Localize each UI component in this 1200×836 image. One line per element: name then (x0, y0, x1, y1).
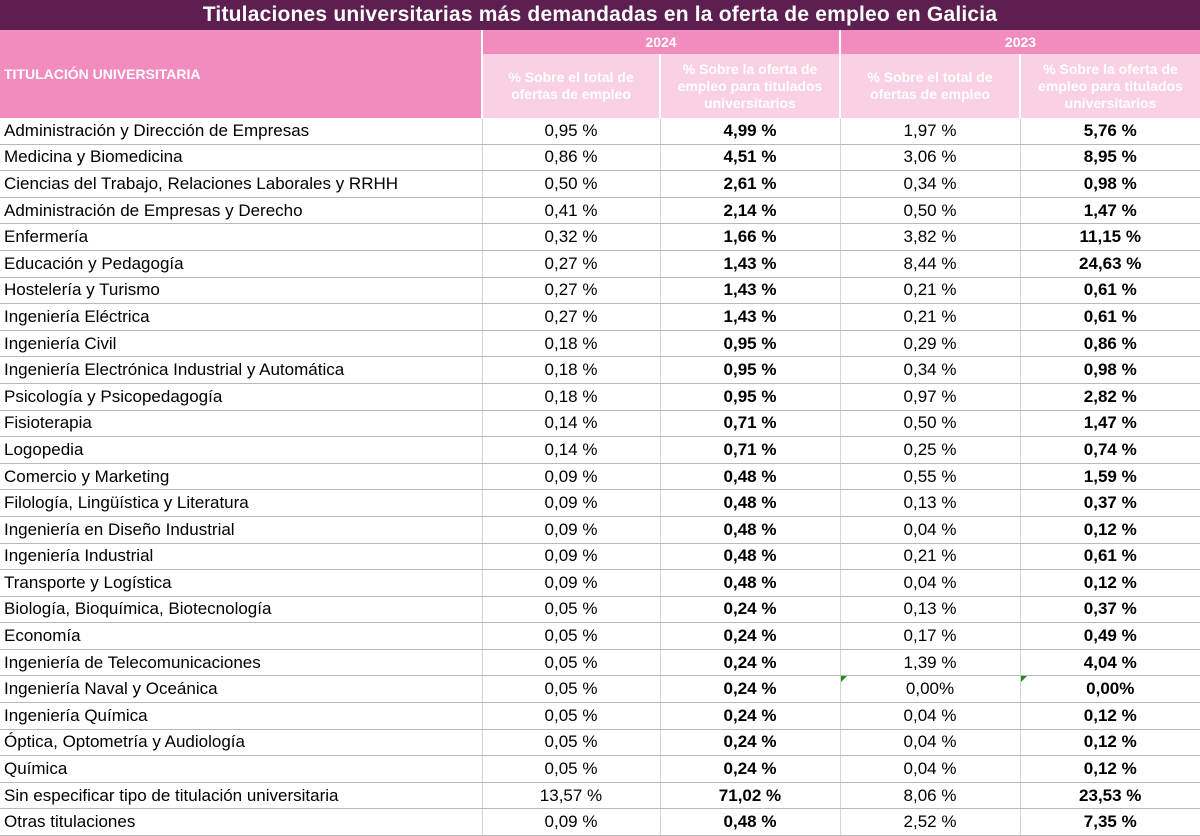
university-2024-cell: 4,51 % (660, 144, 840, 171)
university-2023-cell: 0,12 % (1020, 756, 1200, 783)
degree-name: Ingeniería Electrónica Industrial y Automática (0, 357, 482, 384)
total-2024-cell: 0,95 % (482, 118, 660, 144)
university-2023-cell: 2,82 % (1020, 383, 1200, 410)
header-2023-total-offers: % Sobre el total de ofertas de empleo (840, 54, 1020, 118)
university-2024-cell: 2,61 % (660, 171, 840, 198)
total-2023-cell: 0,55 % (840, 463, 1020, 490)
total-2023-cell: 8,06 % (840, 782, 1020, 809)
degree-name: Educación y Pedagogía (0, 250, 482, 277)
university-2024-cell: 0,48 % (660, 516, 840, 543)
table-row (0, 118, 1200, 144)
total-2024-cell: 0,05 % (482, 649, 660, 676)
total-2024-cell: 0,14 % (482, 410, 660, 437)
table-row (0, 490, 1200, 517)
total-2023-cell: 2,52 % (840, 809, 1020, 836)
total-2024-cell: 0,05 % (482, 729, 660, 756)
degree-name: Fisioterapia (0, 410, 482, 437)
total-2024-cell: 0,27 % (482, 304, 660, 331)
university-2024-cell: 0,24 % (660, 703, 840, 730)
university-2023-cell: 0,00% (1020, 676, 1200, 703)
total-2024-cell: 0,41 % (482, 197, 660, 224)
degree-name: Filología, Lingüística y Literatura (0, 490, 482, 517)
total-2024-cell: 0,09 % (482, 543, 660, 570)
university-2024-cell: 0,48 % (660, 570, 840, 597)
degree-name: Hostelería y Turismo (0, 277, 482, 304)
degree-name: Sin especificar tipo de titulación universitaria (0, 782, 482, 809)
total-2023-cell: 0,21 % (840, 304, 1020, 331)
total-2024-cell: 0,09 % (482, 516, 660, 543)
table-row (0, 676, 1200, 703)
university-2023-cell: 1,47 % (1020, 410, 1200, 437)
table-row (0, 330, 1200, 357)
degree-name: Economía (0, 623, 482, 650)
total-2024-cell: 0,18 % (482, 357, 660, 384)
university-2023-cell: 0,49 % (1020, 623, 1200, 650)
university-2023-cell: 1,47 % (1020, 197, 1200, 224)
total-2024-cell: 0,18 % (482, 383, 660, 410)
total-2023-cell: 0,04 % (840, 570, 1020, 597)
university-2023-cell: 0,12 % (1020, 570, 1200, 597)
university-2024-cell: 0,24 % (660, 596, 840, 623)
university-2024-cell: 0,48 % (660, 543, 840, 570)
table-row (0, 756, 1200, 783)
total-2024-cell: 0,05 % (482, 756, 660, 783)
university-2024-cell: 0,71 % (660, 410, 840, 437)
university-2023-cell: 0,12 % (1020, 516, 1200, 543)
table-row (0, 437, 1200, 464)
university-2023-cell: 11,15 % (1020, 224, 1200, 251)
total-2023-cell: 0,04 % (840, 516, 1020, 543)
header-2024-university-offers: % Sobre la oferta de empleo para titulados universitarios (660, 54, 840, 118)
degree-name: Enfermería (0, 224, 482, 251)
university-2023-cell: 0,12 % (1020, 703, 1200, 730)
total-2023-cell: 0,50 % (840, 197, 1020, 224)
table-title: Titulaciones universitarias más demandadas en la oferta de empleo en Galicia (0, 0, 1200, 30)
degree-name: Logopedia (0, 437, 482, 464)
header-year-2023: 2023 (840, 30, 1200, 54)
table-row (0, 383, 1200, 410)
table-row (0, 729, 1200, 756)
total-2024-cell: 0,32 % (482, 224, 660, 251)
university-2024-cell: 0,71 % (660, 437, 840, 464)
total-2023-cell: 1,97 % (840, 118, 1020, 144)
university-2023-cell: 24,63 % (1020, 250, 1200, 277)
total-2024-cell: 0,09 % (482, 809, 660, 836)
university-2024-cell: 1,66 % (660, 224, 840, 251)
university-2023-cell: 8,95 % (1020, 144, 1200, 171)
total-2023-cell: 0,50 % (840, 410, 1020, 437)
university-2023-cell: 0,37 % (1020, 490, 1200, 517)
total-2023-cell: 0,13 % (840, 596, 1020, 623)
header-year-2024: 2024 (482, 30, 840, 54)
university-2023-cell: 4,04 % (1020, 649, 1200, 676)
table-row (0, 809, 1200, 836)
university-2023-cell: 5,76 % (1020, 118, 1200, 144)
cell-indicator-icon (841, 676, 847, 682)
total-2024-cell: 0,27 % (482, 250, 660, 277)
table-row (0, 144, 1200, 171)
total-2023-cell: 0,34 % (840, 171, 1020, 198)
university-2023-cell: 0,98 % (1020, 171, 1200, 198)
university-2024-cell: 1,43 % (660, 277, 840, 304)
degree-name: Ingeniería de Telecomunicaciones (0, 649, 482, 676)
degree-name: Transporte y Logística (0, 570, 482, 597)
total-2024-cell: 0,50 % (482, 171, 660, 198)
university-2024-cell: 0,95 % (660, 330, 840, 357)
university-2023-cell: 0,61 % (1020, 304, 1200, 331)
total-2023-cell: 0,04 % (840, 756, 1020, 783)
table-row (0, 516, 1200, 543)
degree-name: Ingeniería Civil (0, 330, 482, 357)
table-row (0, 277, 1200, 304)
degree-name: Medicina y Biomedicina (0, 144, 482, 171)
table-row (0, 596, 1200, 623)
university-2024-cell: 0,24 % (660, 623, 840, 650)
total-2023-cell: 3,06 % (840, 144, 1020, 171)
table-row (0, 171, 1200, 198)
degree-name: Ingeniería Industrial (0, 543, 482, 570)
total-2023-cell: 1,39 % (840, 649, 1020, 676)
table-row (0, 357, 1200, 384)
total-2024-cell: 0,86 % (482, 144, 660, 171)
total-2023-cell: 0,04 % (840, 703, 1020, 730)
header-2023-university-offers: % Sobre la oferta de empleo para titulados universitarios (1020, 54, 1200, 118)
table-row (0, 623, 1200, 650)
total-2024-cell: 0,05 % (482, 596, 660, 623)
total-2023-cell: 0,00% (840, 676, 1020, 703)
degree-name: Administración de Empresas y Derecho (0, 197, 482, 224)
university-2023-cell: 0,61 % (1020, 543, 1200, 570)
table-row (0, 410, 1200, 437)
university-2023-cell: 1,59 % (1020, 463, 1200, 490)
total-2023-cell: 0,13 % (840, 490, 1020, 517)
university-2023-cell: 0,37 % (1020, 596, 1200, 623)
total-2024-cell: 0,05 % (482, 703, 660, 730)
table-row (0, 782, 1200, 809)
total-2024-cell: 0,05 % (482, 676, 660, 703)
university-2024-cell: 0,95 % (660, 357, 840, 384)
total-2024-cell: 13,57 % (482, 782, 660, 809)
total-2024-cell: 0,05 % (482, 623, 660, 650)
university-2024-cell: 71,02 % (660, 782, 840, 809)
degrees-table (0, 30, 1200, 836)
university-2024-cell: 0,24 % (660, 649, 840, 676)
total-2023-cell: 3,82 % (840, 224, 1020, 251)
university-2024-cell: 0,48 % (660, 490, 840, 517)
table-row (0, 224, 1200, 251)
degree-name: Ingeniería Eléctrica (0, 304, 482, 331)
university-2023-cell: 0,74 % (1020, 437, 1200, 464)
university-2023-cell: 0,61 % (1020, 277, 1200, 304)
university-2024-cell: 0,48 % (660, 463, 840, 490)
university-2024-cell: 0,48 % (660, 809, 840, 836)
total-2023-cell: 0,29 % (840, 330, 1020, 357)
table-row (0, 649, 1200, 676)
table-row (0, 197, 1200, 224)
table-row (0, 250, 1200, 277)
cell-indicator-icon (1021, 676, 1027, 682)
university-2024-cell: 2,14 % (660, 197, 840, 224)
total-2024-cell: 0,27 % (482, 277, 660, 304)
degree-name: Biología, Bioquímica, Biotecnología (0, 596, 482, 623)
table-body (0, 118, 1200, 836)
university-2023-cell: 0,98 % (1020, 357, 1200, 384)
degree-name: Administración y Dirección de Empresas (0, 118, 482, 144)
table-row (0, 304, 1200, 331)
total-2023-cell: 0,97 % (840, 383, 1020, 410)
total-2024-cell: 0,09 % (482, 463, 660, 490)
total-2023-cell: 8,44 % (840, 250, 1020, 277)
degree-name: Óptica, Optometría y Audiología (0, 729, 482, 756)
total-2023-cell: 0,25 % (840, 437, 1020, 464)
degree-name: Ingeniería Naval y Oceánica (0, 676, 482, 703)
total-2024-cell: 0,09 % (482, 570, 660, 597)
total-2023-cell: 0,21 % (840, 543, 1020, 570)
university-2024-cell: 1,43 % (660, 304, 840, 331)
university-2024-cell: 0,95 % (660, 383, 840, 410)
table-row (0, 543, 1200, 570)
total-2023-cell: 0,17 % (840, 623, 1020, 650)
degree-name: Comercio y Marketing (0, 463, 482, 490)
degree-name: Ciencias del Trabajo, Relaciones Laborales y RRHH (0, 171, 482, 198)
university-2024-cell: 1,43 % (660, 250, 840, 277)
table-header (0, 30, 1200, 118)
table-row (0, 703, 1200, 730)
university-2024-cell: 0,24 % (660, 729, 840, 756)
total-2024-cell: 0,14 % (482, 437, 660, 464)
university-2024-cell: 4,99 % (660, 118, 840, 144)
degree-name: Psicología y Psicopedagogía (0, 383, 482, 410)
university-2023-cell: 23,53 % (1020, 782, 1200, 809)
university-2023-cell: 7,35 % (1020, 809, 1200, 836)
table-row (0, 463, 1200, 490)
total-2023-cell: 0,21 % (840, 277, 1020, 304)
degree-name: Química (0, 756, 482, 783)
degree-name: Ingeniería Química (0, 703, 482, 730)
header-2024-total-offers: % Sobre el total de ofertas de empleo (482, 54, 660, 118)
total-2024-cell: 0,09 % (482, 490, 660, 517)
total-2023-cell: 0,34 % (840, 357, 1020, 384)
degree-name: Otras titulaciones (0, 809, 482, 836)
total-2023-cell: 0,04 % (840, 729, 1020, 756)
university-2024-cell: 0,24 % (660, 756, 840, 783)
university-2024-cell: 0,24 % (660, 676, 840, 703)
table-row (0, 570, 1200, 597)
header-degree-label: TITULACIÓN UNIVERSITARIA (0, 30, 482, 118)
university-2023-cell: 0,86 % (1020, 330, 1200, 357)
degree-name: Ingeniería en Diseño Industrial (0, 516, 482, 543)
university-2023-cell: 0,12 % (1020, 729, 1200, 756)
total-2024-cell: 0,18 % (482, 330, 660, 357)
